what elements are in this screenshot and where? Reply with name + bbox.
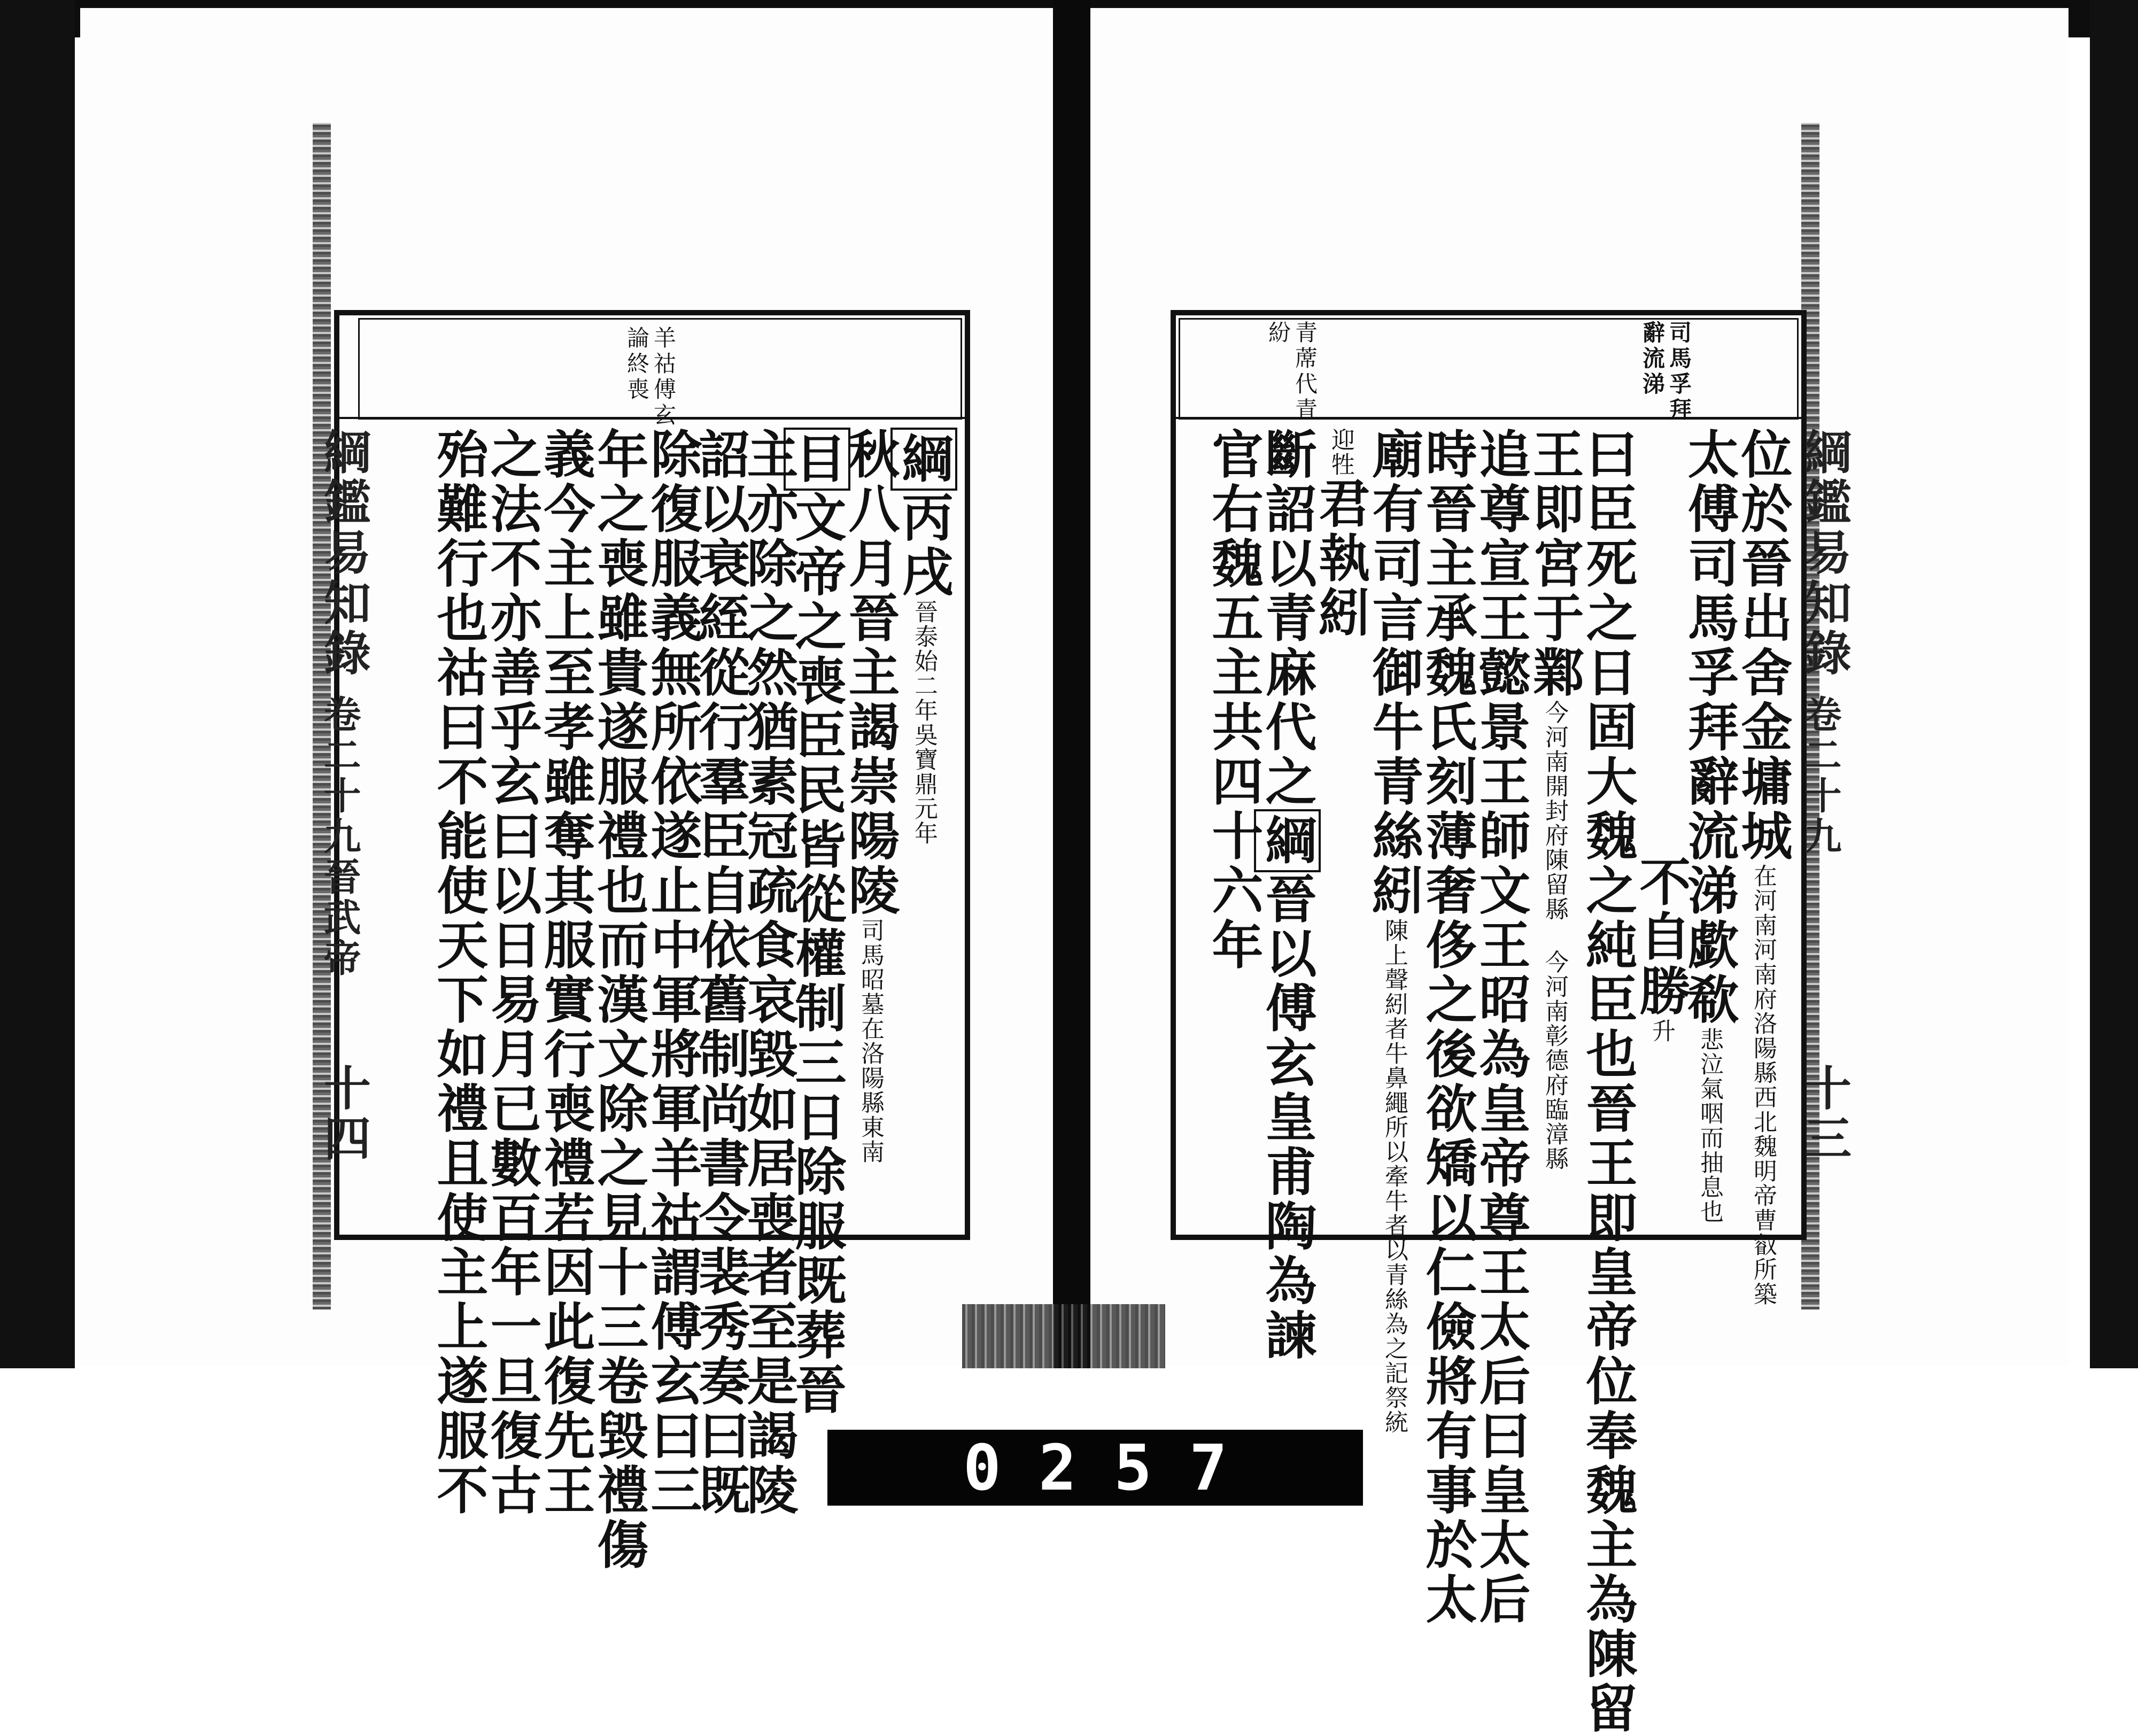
right-margin-volume: 卷二十九 [1798,695,1842,857]
right-col-6: 追尊宣王懿景王師文王昭為皇帝尊王太后曰皇太后 [1471,428,1531,1627]
left-col-2-text: 秋八月晉主謁崇陽陵 [840,428,901,918]
left-col-4: 主亦除之然猶素冠疏食哀毀如居喪者至是謁陵 [739,428,799,1518]
left-col-7: 年之喪雖貴遂服禮也而漢文除之見十三卷毀禮傷 [589,428,649,1572]
right-col-5-text: 王即宮于鄴 [1524,428,1585,700]
left-col-10: 殆難行也祜曰不能使天下如禮且使主上遂服不 [429,428,489,1518]
left-header-note-1: 羊祜傅玄 [650,326,677,429]
left-col-1-text: 丙戌 [894,491,954,600]
left-col-8: 義今主上至孝雖奪其服實行喪禮若因此復先王 [536,428,596,1518]
right-col-4: 曰臣死之日固大魏之純臣也晉王即皇帝位奉魏主為陳留 [1578,428,1638,1736]
left-col-3-text: 文帝之喪臣民皆從權制三日除服既葬晉 [787,491,847,1417]
right-col-10-text: 斷詔以青麻代之 [1257,428,1318,809]
right-col-9-text: 君執紖 [1311,477,1371,640]
left-col-1-note: 晉泰始二年吳寶鼎元年 [910,600,938,846]
image-number: 0257 [963,1431,1265,1505]
right-col-2 [1679,428,1740,1224]
right-header-note-2: 辭流涕 [1639,321,1666,398]
right-col-9-note: 迎牲 [1327,428,1354,477]
right-col-1-text: 位於晉出舍金墉城 [1733,428,1793,864]
spine-shadow [962,1304,1165,1368]
left-header-note-2: 論終喪 [624,326,650,403]
gang-marker-right: 綱 [1254,809,1321,872]
right-header-note-1: 司馬孚拜 [1666,321,1692,423]
right-col-7: 時晉主承魏氏刻薄奢侈之後欲矯以仁儉將有事於太 [1417,428,1478,1627]
right-margin-page: 十三 [1797,1064,1853,1164]
right-margin-title: 綱鑑易知錄 [1797,428,1853,679]
right-header-rule [1171,417,1807,419]
right-col-9 [1311,428,1371,640]
mu-marker: 目 [784,428,850,491]
left-margin-page: 十四 [316,1064,372,1164]
image-number-stamp [827,1430,1363,1506]
gang-marker: 綱 [890,428,957,491]
left-margin-volume: 卷二十九晉武帝 [317,695,362,979]
right-col-8-note: 陳上聲紖者牛鼻繩所以牽牛者以青絲為之記祭統 [1381,918,1408,1435]
right-col-8-text: 廟有司言御牛青絲紖 [1364,428,1424,918]
right-header-note-4: 紛 [1265,321,1291,346]
right-col-2-note: 悲泣氣咽而抽息也 [1696,1027,1723,1224]
right-col-1 [1733,428,1793,1306]
left-col-2 [840,428,901,1164]
right-col-11: 官右魏五主共四十六年 [1204,428,1264,973]
left-col-2-note: 司馬昭墓在洛陽縣東南 [857,918,884,1164]
scan-border-left [0,0,75,1368]
right-col-10 [1257,428,1318,1363]
left-col-5: 詔以衰絰從行羣臣自依舊制尚書令裴秀奏曰既 [691,428,751,1518]
right-col-3-note: 升 [1648,1019,1675,1043]
left-col-1 [894,428,954,846]
right-col-1-note: 在河南河南府洛陽縣西北魏明帝曹叡所築 [1749,864,1777,1306]
right-col-5-note: 今河南開封府陳留縣 今河南彰德府臨漳縣 [1541,700,1568,1171]
right-col-8 [1364,428,1424,1435]
book-gutter [1053,0,1090,1368]
right-col-2-text: 太傅司馬孚拜辭流涕歔欷 [1679,428,1740,1027]
left-col-6: 除復服義無所依遂止中軍將軍羊祜謂傅玄曰三 [642,428,703,1518]
right-col-3-text: 不自勝 [1631,855,1692,1019]
right-col-3 [1631,855,1692,1043]
scan-border-right [2090,0,2138,1368]
right-col-5 [1524,428,1585,1171]
right-header-note-3: 青蓆代青 [1292,321,1318,423]
left-margin-title: 綱鑑易知錄 [316,428,372,679]
left-col-9: 之法不亦善乎玄曰以日易月已數百年一旦復古 [482,428,543,1518]
right-col-10-text-2: 晉以傅玄皇甫陶為諫 [1257,872,1318,1363]
